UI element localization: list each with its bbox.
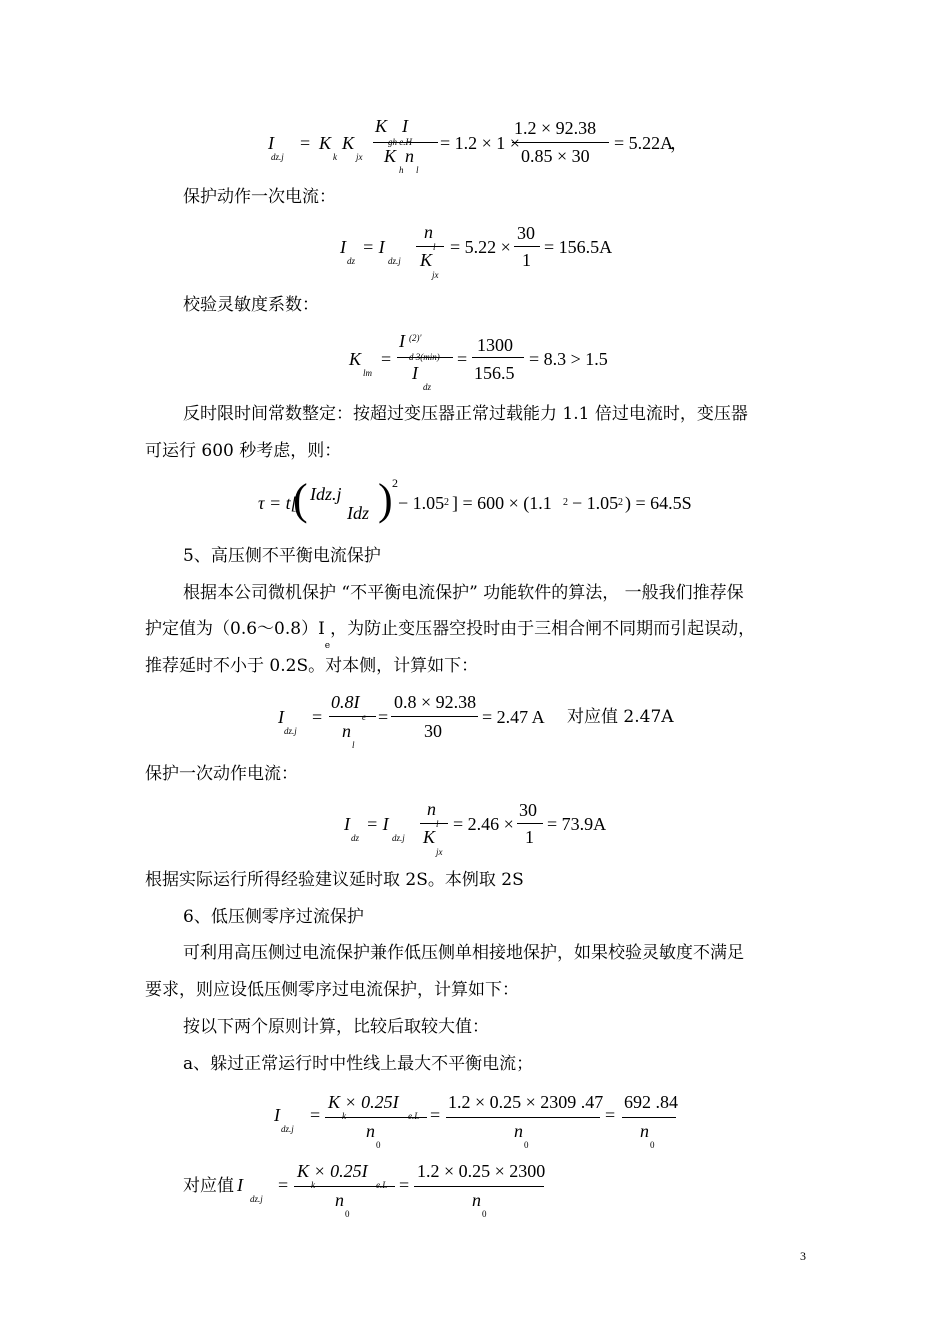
eq4-left-paren: ( xyxy=(293,475,308,524)
eq6-num2: 30 xyxy=(519,800,537,820)
eq8-num-sub-k: k xyxy=(311,1180,315,1190)
paragraph-5-line-2b: ，为防止变压器空投时由于三相合闸不同期而引起误动， xyxy=(330,619,756,639)
eq2-equals: = I xyxy=(362,237,385,257)
eq1-comma: ， xyxy=(670,133,688,153)
heading-section-5: 5、高压侧不平衡电流保护 xyxy=(183,546,381,566)
eq7-fraction-bar-1 xyxy=(325,1117,427,1118)
eq7-num3: 692 .84 xyxy=(624,1092,678,1112)
eq8-den-sub: 0 xyxy=(345,1209,350,1219)
eq7-lhs: I xyxy=(274,1105,280,1125)
eq1-den2: 0.85 × 30 xyxy=(521,146,590,166)
eq6-i-sub: dz.j xyxy=(392,833,405,843)
eq8-lhs-sub: dz.j xyxy=(250,1194,263,1204)
eq8-num2: 1.2 × 0.25 × 2300 xyxy=(417,1161,546,1181)
eq7-equals-3: = xyxy=(605,1105,616,1125)
eq1-equals: = xyxy=(300,133,311,153)
eq6-equals: = I xyxy=(366,814,389,834)
eq6-fraction-bar-1 xyxy=(420,823,448,824)
eq2-num: n xyxy=(424,222,433,242)
eq5-result: = 2.47 A xyxy=(482,707,545,727)
eq1-num2: 1.2 × 92.38 xyxy=(514,118,597,138)
eq1-k2: K xyxy=(342,133,355,153)
paragraph-5-line-3: 推荐延时不小于 0.2S。对本侧，计算如下： xyxy=(145,656,479,676)
eq3-den2: 156.5 xyxy=(474,363,515,383)
eq4-result: ) = 64.5S xyxy=(625,493,692,513)
eq3-num2: 1300 xyxy=(477,335,513,355)
eq1-den-b: n xyxy=(405,146,414,166)
eq5-den-sub: l xyxy=(352,740,355,750)
eq6-fraction-bar-2 xyxy=(517,823,543,824)
paragraph-5-line-2-sub: e xyxy=(324,641,331,651)
eq8-den: n xyxy=(335,1190,344,1210)
eq5-lhs: I xyxy=(278,707,284,727)
eq1-num-b: I xyxy=(402,116,408,136)
eq6-den: K xyxy=(423,827,436,847)
eq4-rest3-sup: 2 xyxy=(618,497,623,508)
eq4-rest: − 1.05 xyxy=(398,493,445,513)
eq4-num: Idz.j xyxy=(310,484,342,504)
eq2-i-sub: dz.j xyxy=(388,256,401,266)
eq6-lhs-sub: dz xyxy=(351,833,360,843)
eq5-mid: = xyxy=(378,707,389,727)
paragraph-6-line-2: 要求，则应设低压侧零序过电流保护，计算如下： xyxy=(145,980,519,1000)
eq7-lhs-sub: dz.j xyxy=(281,1124,294,1134)
eq7-den-sub: 0 xyxy=(376,1140,381,1150)
eq6-mid: = 2.46 × xyxy=(453,814,514,834)
eq7-num: K × 0.25I xyxy=(328,1092,399,1112)
eq1-result: = 5.22A xyxy=(614,133,674,153)
paragraph-5-line-2 xyxy=(145,617,756,651)
eq1-fraction-bar-1 xyxy=(373,142,438,143)
eq1-num-sub: gh e.H xyxy=(388,137,412,147)
eq6-lhs: I xyxy=(344,814,350,834)
eq3-mid: = xyxy=(457,349,468,369)
eq4-sup: 2 xyxy=(392,476,398,490)
eq8-equals: = xyxy=(278,1175,289,1195)
paragraph-6-line-4: a、躲过正常运行时中性线上最大不平衡电流； xyxy=(183,1054,534,1074)
paragraph-inverse-time-2: 可运行 600 秒考虑，则： xyxy=(145,441,342,461)
eq6-num-sub: l xyxy=(436,819,439,829)
paragraph-6-line-3: 按以下两个原则计算，比较后取较大值： xyxy=(183,1017,489,1037)
eq7-num-sub-k: k xyxy=(342,1111,346,1121)
eq6-num: n xyxy=(427,799,436,819)
eq7-den2-sub: 0 xyxy=(524,1140,529,1150)
eq4-lhs: τ = t[ xyxy=(258,493,298,513)
eq1-num-a: K xyxy=(375,116,388,136)
eq2-den-sub: jx xyxy=(432,270,439,280)
eq1-lhs-sub: dz.j xyxy=(271,152,284,162)
eq6-den2: 1 xyxy=(525,827,534,847)
eq4-right-paren: ) xyxy=(378,475,393,524)
eq3-num-sup: (2)' xyxy=(409,333,422,343)
eq7-den3-sub: 0 xyxy=(650,1140,655,1150)
eq7-num-sub-e: e.L xyxy=(408,1111,420,1121)
eq2-result: = 156.5A xyxy=(544,237,613,257)
eq2-den: K xyxy=(420,250,433,270)
eq8-label: 对应值 xyxy=(183,1176,234,1196)
eq3-num: I xyxy=(399,331,405,351)
eq7-den3: n xyxy=(640,1121,649,1141)
eq8-fraction-bar-1 xyxy=(294,1186,395,1187)
paragraph-5-line-1: 根据本公司微机保护 “不平衡电流保护” 功能软件的算法， 一般我们推荐保 xyxy=(183,583,744,603)
eq2-fraction-bar-2 xyxy=(514,246,540,247)
eq4-rest3: − 1.05 xyxy=(572,493,619,513)
paragraph-primary-action: 保护一次动作电流： xyxy=(145,764,298,784)
paragraph-sensitivity: 校验灵敏度系数： xyxy=(183,295,319,315)
eq8-den2-sub: 0 xyxy=(482,1209,487,1219)
eq5-corresponding-value: 对应值 2.47A xyxy=(567,707,674,727)
paragraph-5-line-2a: 护定值为（0.6～0.8）I xyxy=(145,619,325,639)
eq5-num-sub: e xyxy=(362,712,366,722)
eq4-rest2-sup: 2 xyxy=(563,497,568,508)
eq3-result: = 8.3 > 1.5 xyxy=(529,349,608,369)
eq7-equals-2: = xyxy=(430,1105,441,1125)
eq1-den-sub-a: h xyxy=(399,165,404,175)
eq3-den: I xyxy=(412,363,418,383)
eq2-mid: = 5.22 × xyxy=(450,237,511,257)
eq7-fraction-bar-2 xyxy=(446,1117,600,1118)
page-number: 3 xyxy=(800,1249,806,1263)
eq1-den-a: K xyxy=(384,146,397,166)
eq7-fraction-bar-3 xyxy=(622,1117,676,1118)
paragraph-delay: 根据实际运行所得经验建议延时取 2S。本例取 2S xyxy=(145,870,524,890)
eq3-fraction-bar-1 xyxy=(397,357,453,358)
eq8-den2: n xyxy=(472,1190,481,1210)
eq3-lhs: K xyxy=(349,349,362,369)
eq8-lhs: I xyxy=(237,1175,243,1195)
eq5-den2: 30 xyxy=(424,721,442,741)
eq1-k2-sub: jx xyxy=(356,152,363,162)
eq1-fraction-bar-2 xyxy=(512,142,609,143)
eq5-fraction-bar-2 xyxy=(391,716,478,717)
eq3-den-sub: dz xyxy=(423,382,432,392)
eq1-den-sub-b: l xyxy=(416,165,419,175)
eq2-den2: 1 xyxy=(522,250,531,270)
eq5-num: 0.8I xyxy=(331,692,360,712)
eq2-num2: 30 xyxy=(517,223,535,243)
paragraph-action-primary: 保护动作一次电流： xyxy=(183,187,336,207)
eq2-fraction-bar-1 xyxy=(416,246,444,247)
paragraph-inverse-time-1: 反时限时间常数整定：按超过变压器正常过载能力 1.1 倍过电流时，变压器 xyxy=(183,404,748,424)
eq5-fraction-bar-1 xyxy=(329,716,376,717)
eq4-rest2: ] = 600 × (1.1 xyxy=(452,493,552,513)
eq4-den: Idz xyxy=(347,503,369,523)
eq2-lhs: I xyxy=(340,237,346,257)
eq6-den-sub: jx xyxy=(436,847,443,857)
eq5-num2: 0.8 × 92.38 xyxy=(394,692,477,712)
eq1-mid: = 1.2 × 1 × xyxy=(440,133,520,153)
eq8-equals-2: = xyxy=(399,1175,410,1195)
eq5-lhs-sub: dz.j xyxy=(284,726,297,736)
eq5-den: n xyxy=(342,721,351,741)
paragraph-6-line-1: 可利用高压侧过电流保护兼作低压侧单相接地保护，如果校验灵敏度不满足 xyxy=(183,943,744,963)
eq3-lhs-sub: lm xyxy=(363,368,372,378)
eq1-lhs: I xyxy=(268,133,274,153)
eq1-k1: K xyxy=(319,133,332,153)
eq6-result: = 73.9A xyxy=(547,814,607,834)
eq7-den2: n xyxy=(514,1121,523,1141)
eq3-num-sub: d 3(min) xyxy=(409,352,440,362)
eq3-equals: = xyxy=(381,349,392,369)
eq8-num: K × 0.25I xyxy=(297,1161,368,1181)
eq3-fraction-bar-2 xyxy=(472,357,524,358)
eq8-fraction-bar-2 xyxy=(414,1186,544,1187)
eq7-den: n xyxy=(366,1121,375,1141)
eq2-num-sub: l xyxy=(433,242,436,252)
eq1-k1-sub: k xyxy=(333,152,337,162)
eq7-num2: 1.2 × 0.25 × 2309 .47 xyxy=(448,1092,604,1112)
eq8-num-sub-e: e.L xyxy=(376,1180,388,1190)
eq7-equals: = xyxy=(310,1105,321,1125)
eq4-rest-sup: 2 xyxy=(444,497,449,508)
heading-section-6: 6、低压侧零序过流保护 xyxy=(183,907,364,927)
eq5-equals: = xyxy=(312,707,323,727)
eq2-lhs-sub: dz xyxy=(347,256,356,266)
